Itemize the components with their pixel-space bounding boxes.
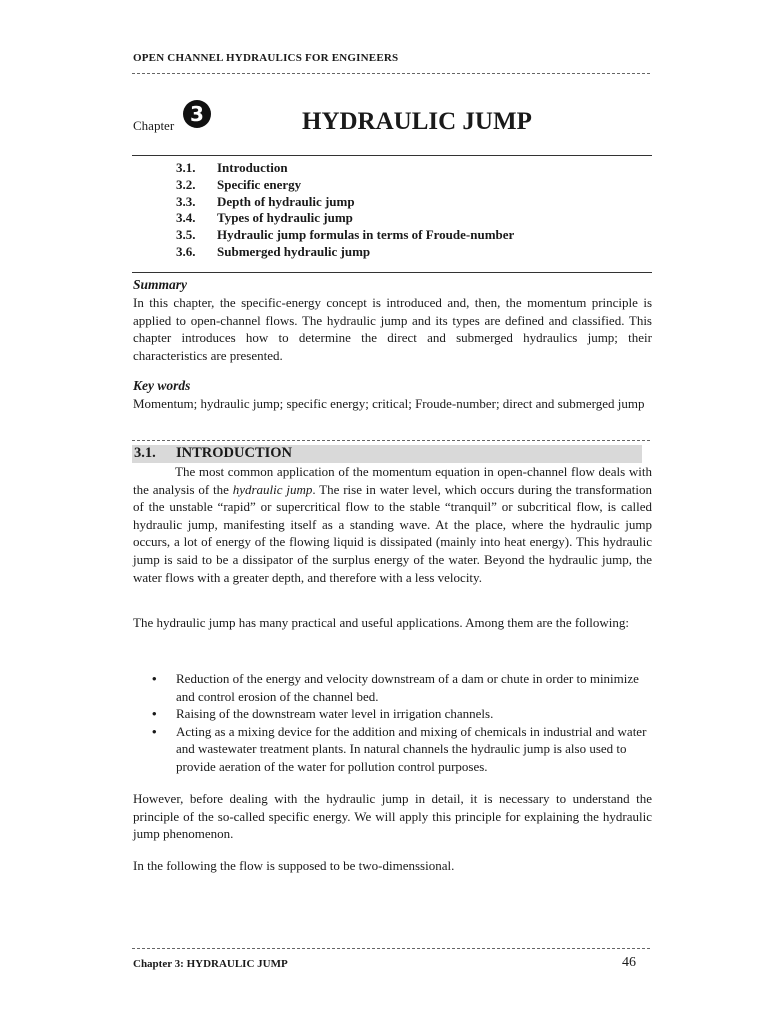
list-item-text: Raising of the downstream water level in irrigation channels. [176, 706, 494, 722]
list-item-text: Acting as a mixing device for the addition and mixing of chemicals in industrial and water and wastewater treatment plants. In natural channels the hydraulic jump is also used to provide aeration of the water for pollution control purposes. [176, 723, 647, 774]
section-title: INTRODUCTION [176, 445, 293, 461]
toc-item-title: Depth of hydraulic jump [217, 193, 355, 209]
chapter-label: Chapter [133, 118, 175, 133]
list-item [150, 705, 650, 723]
toc-item-title: Specific energy [217, 176, 302, 192]
intro-p1-term: hydraulic jump [232, 481, 313, 497]
toc-item-number: 3.3. [176, 193, 196, 209]
toc-item [176, 160, 514, 177]
list-item [150, 723, 650, 776]
summary-text: In this chapter, the specific-energy concept is introduced and, then, the momentum principle is applied to open-channel flows. The hydraulic jump and its types are defined and classified. This chapter introduces how to determine the direct and submerged hydraulics jump; their characteristics are presented. [133, 295, 652, 363]
list-item [150, 670, 650, 705]
intro-paragraph-3: However, before dealing with the hydraulic jump in detail, it is necessary to understand the principle of the so-called specific energy. We will apply this principle for explaining the hydraulic jump phenomenon. [133, 791, 652, 842]
footer-divider [132, 948, 650, 949]
bullet-icon: • [152, 706, 157, 722]
intro-p1-text-before: The most common application of the momentum equation in open-channel flow deals with the analysis of the [133, 464, 652, 497]
page-number: 46 [622, 955, 636, 970]
toc-item-number: 3.2. [176, 176, 196, 192]
keywords-text: Momentum; hydraulic jump; specific energy; critical; Froude-number; direct and submerged jump [133, 396, 645, 411]
toc-item-title: Types of hydraulic jump [217, 210, 353, 226]
toc-top-rule [132, 155, 652, 156]
chapter-title: HYDRAULIC JUMP [302, 108, 532, 135]
toc-item-title: Submerged hydraulic jump [217, 243, 371, 259]
toc-item [176, 210, 514, 227]
toc-item-title: Introduction [217, 160, 288, 175]
table-of-contents [176, 160, 514, 261]
chapter-number-badge: 3 [183, 100, 211, 128]
summary-heading: Summary [133, 277, 188, 292]
intro-p1-text-after: . The rise in water level, which occurs during the transformation of the unstable “rapid” or supercritical flow to the stable “tranquil” or subcritical flow, is called hydraulic jump, manifesting itself as a standing wave. At the place, where the hydraulic jump occurs, a lot of energy of the flowing liquid is dissipated (mainly into heat energy). This hydraulic jump is said to be a dissipator of the surplus energy of the water. Beyond the hydraulic jump, the water flows with a greater depth, and therefore with a less velocity. [133, 481, 652, 585]
intro-paragraph-2: The hydraulic jump has many practical and useful applications. Among them are the following: [133, 615, 630, 630]
footer-chapter-label: Chapter 3: HYDRAULIC JUMP [133, 958, 288, 970]
bullet-icon: • [152, 723, 157, 739]
running-header: OPEN CHANNEL HYDRAULICS FOR ENGINEERS [133, 52, 399, 64]
toc-item-number: 3.1. [176, 160, 196, 175]
toc-item [176, 194, 514, 211]
toc-item [176, 227, 514, 244]
list-item-text: Reduction of the energy and velocity downstream of a dam or chute in order to minimize and control erosion of the channel bed. [176, 671, 639, 704]
toc-item-title: Hydraulic jump formulas in terms of Froude-number [217, 227, 515, 243]
bullet-icon: • [152, 671, 157, 686]
intro-paragraph-4: In the following the flow is supposed to be two-dimenssional. [133, 858, 455, 873]
intro-paragraph-1 [133, 463, 652, 586]
toc-item [176, 244, 514, 261]
toc-item [176, 177, 514, 194]
keywords-heading: Key words [133, 378, 191, 393]
header-divider [132, 73, 650, 74]
applications-list [150, 670, 650, 776]
keywords-divider [132, 440, 650, 441]
toc-bottom-rule [132, 272, 652, 273]
toc-item-number: 3.5. [176, 227, 196, 243]
toc-item-number: 3.4. [176, 210, 196, 226]
toc-item-number: 3.6. [176, 243, 196, 259]
section-number: 3.1. [134, 445, 156, 461]
